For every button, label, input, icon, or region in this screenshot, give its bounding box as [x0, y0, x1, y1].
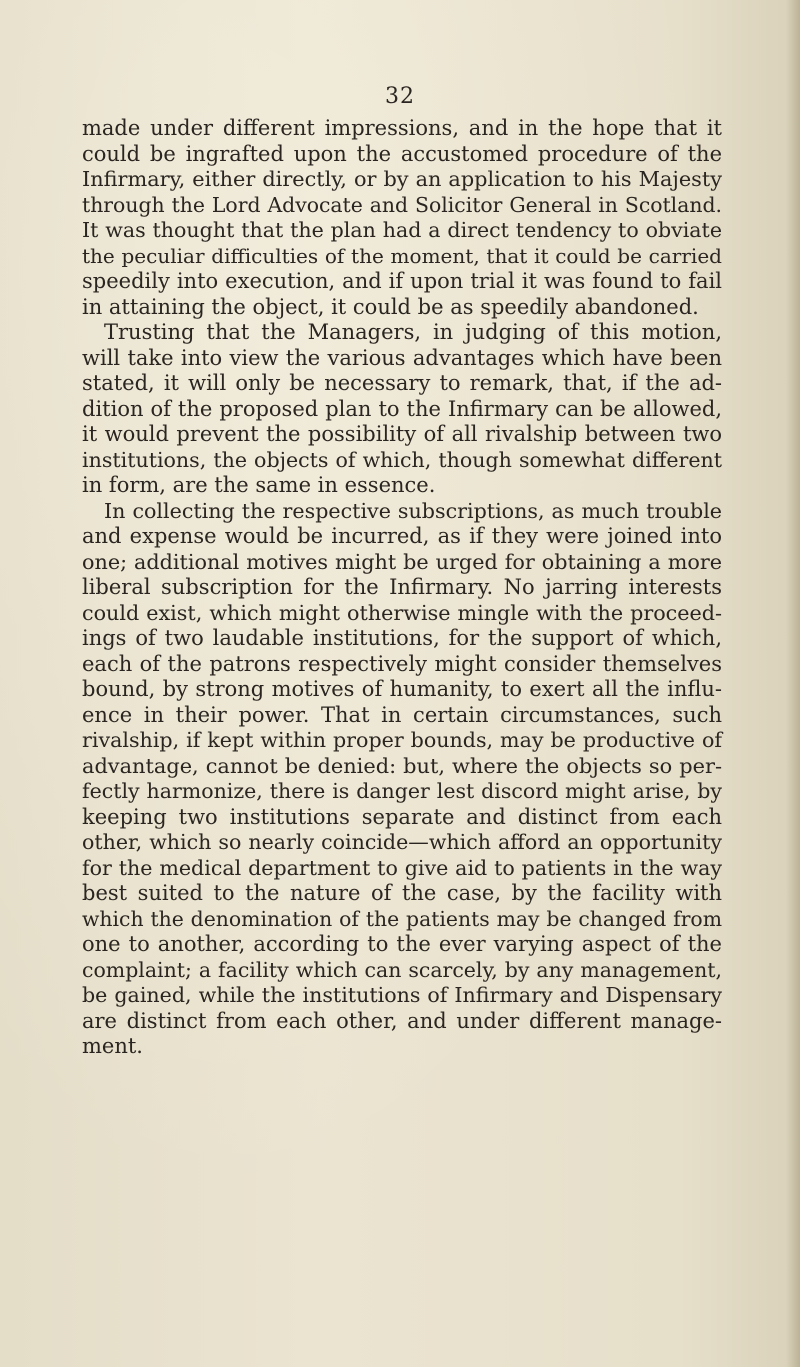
- page-number: 32: [385, 84, 415, 109]
- text-line: the peculiar difficulties of the moment, that it could be carried: [82, 243, 722, 268]
- text-line: Trusting that the Managers, in judging of this motion,: [104, 320, 722, 344]
- text-line: one; additional motives might be urged for obtaining a more: [82, 549, 722, 574]
- text-line: in form, are the same in essence.: [82, 473, 436, 497]
- text-line: be gained, while the institutions of Infirmary and Dispensary: [82, 983, 722, 1007]
- text-line: through the Lord Advocate and Solicitor General in Scotland.: [82, 192, 722, 217]
- text-line: will take into view the various advantages which have been: [82, 345, 722, 370]
- text-line: which the denomination of the patients may be changed from: [82, 906, 722, 931]
- body-text: [82, 116, 722, 1060]
- text-line: and expense would be incurred, as if they were joined into: [82, 524, 722, 548]
- text-line: rivalship, if kept within proper bounds, may be productive of: [82, 728, 722, 752]
- text-line: ment.: [82, 1034, 143, 1058]
- text-line: could exist, which might otherwise mingle with the proceed-: [82, 600, 722, 625]
- text-line: In collecting the respective subscriptions, as much trouble: [104, 498, 722, 523]
- text-line: stated, it will only be necessary to remark, that, if the ad-: [82, 371, 722, 395]
- text-line: dition of the proposed plan to the Infirmary can be allowed,: [82, 396, 722, 421]
- text-line: complaint; a facility which can scarcely, by any management,: [82, 957, 722, 982]
- text-line: fectly harmonize, there is danger lest discord might arise, by: [82, 779, 722, 803]
- text-line: advantage, cannot be denied: but, where the objects so per-: [82, 753, 722, 778]
- text-line: institutions, the objects of which, though somewhat different: [82, 447, 722, 472]
- text-line: best suited to the nature of the case, by the facility with: [82, 881, 722, 905]
- text-line: for the medical department to give aid to patients in the way: [82, 855, 722, 880]
- text-line: it would prevent the possibility of all rivalship between two: [82, 422, 722, 446]
- page-edge-shadow: [786, 0, 800, 1367]
- text-line: speedily into execution, and if upon trial it was found to fail: [82, 269, 722, 293]
- text-line: in attaining the object, it could be as speedily abandoned.: [82, 294, 699, 319]
- text-line: ings of two laudable institutions, for the support of which,: [82, 626, 722, 650]
- text-line: other, which so nearly coincide—which afford an opportunity: [82, 830, 722, 854]
- text-line: ence in their power. That in certain circumstances, such: [82, 702, 722, 727]
- text-line: bound, by strong motives of humanity, to exert all the influ-: [82, 677, 722, 701]
- text-line: keeping two institutions separate and distinct from each: [82, 804, 722, 829]
- text-line: each of the patrons respectively might consider themselves: [82, 651, 722, 676]
- text-line: one to another, according to the ever varying aspect of the: [82, 932, 722, 956]
- text-line: are distinct from each other, and under different manage-: [82, 1008, 722, 1033]
- text-line: liberal subscription for the Infirmary. No jarring interests: [82, 575, 722, 599]
- text-line: Infirmary, either directly, or by an application to his Majesty: [82, 167, 722, 191]
- text-line: made under different impressions, and in the hope that it: [82, 116, 722, 140]
- text-line: could be ingrafted upon the accustomed procedure of the: [82, 141, 722, 166]
- text-line: It was thought that the plan had a direct tendency to obviate: [82, 218, 722, 242]
